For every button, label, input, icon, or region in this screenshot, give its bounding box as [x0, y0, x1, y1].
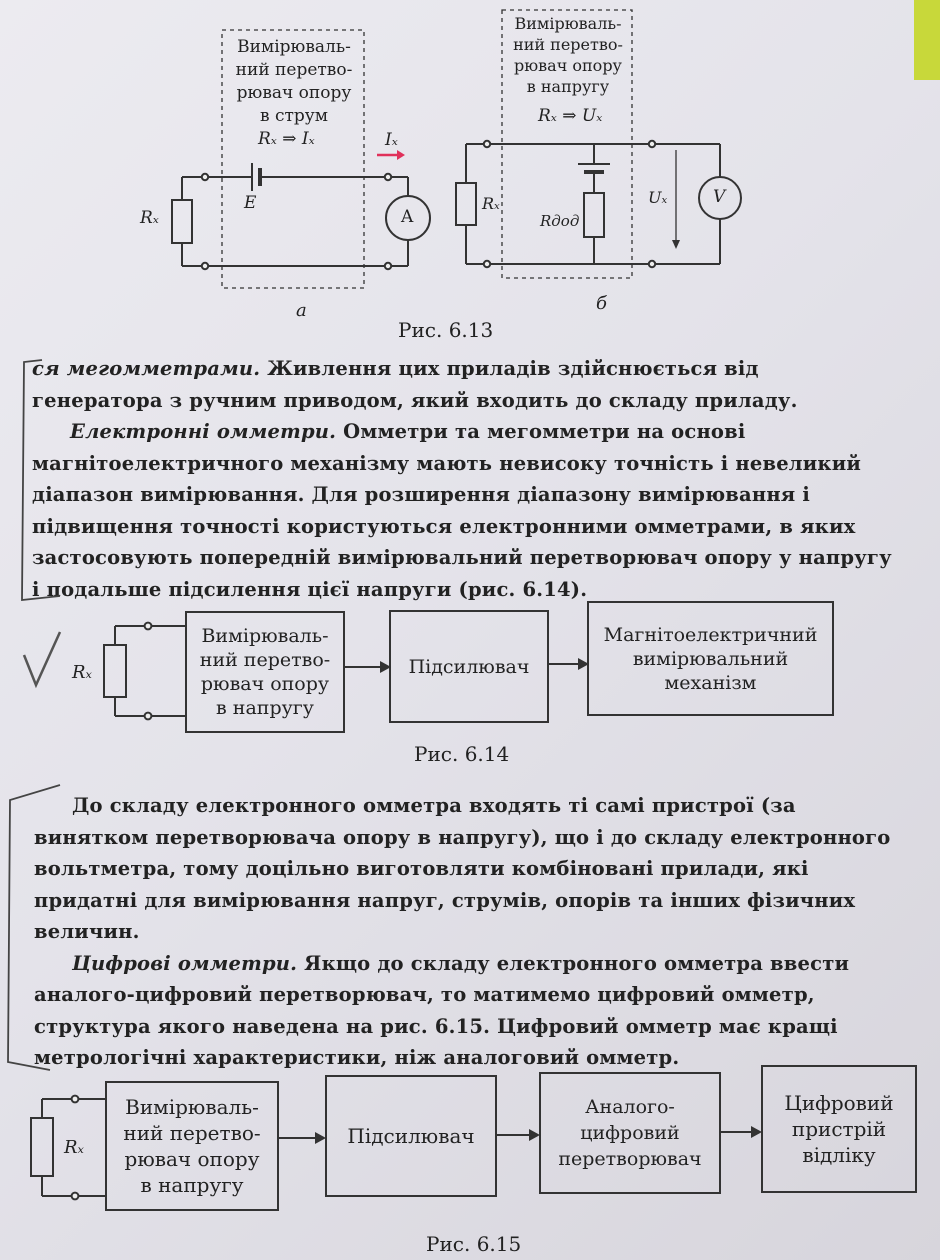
- fig613-caption: Рис. 6.13: [398, 318, 494, 342]
- fig613b-r-dod: [584, 193, 604, 237]
- fig614-block3-label: Магнітоелектричний вимірювальний механізм: [603, 623, 818, 694]
- fig615-block2-label: Підсилювач: [347, 1124, 475, 1148]
- fig615-resistor-label: Rₓ: [64, 1137, 84, 1158]
- term-megommetry: ся мегомметрами.: [32, 357, 261, 380]
- fig614-caption: Рис. 6.14: [414, 742, 510, 766]
- paragraph-4-text: Якщо до складу електронного омметра ввести аналого-цифровий перетворювач, то матимемо цифровий омметр, структура якого наведена на рис. 6.15. Цифровий омметр має кращі метрологічні характеристики, ніж аналоговий омметр.: [34, 951, 850, 1069]
- paragraph-4: [34, 948, 894, 1074]
- fig613b-meter-label: V: [713, 187, 726, 207]
- fig613a-meter-label: A: [401, 207, 414, 227]
- checkmark-icon: [24, 632, 60, 685]
- fig613b-box-title: Вимірюваль- ний перетво- рювач опору в напругу: [513, 14, 623, 96]
- paragraph-2-text: Омметри та мегомметри на основі магнітоелектричного механізму мають невисоку точність і невеликий діапазон вимірювання. Для розширення діапазону вимірювання і підвищення точності користуються електронними омметрами, в яких застосовують попередній вимірювальний перетворювач опору у напругу і подальше підсилення цієї напруги (рис. 6.14).: [32, 420, 892, 601]
- fig613b-voltage-label: Uₓ: [648, 188, 668, 207]
- fig615-block4-label: Цифровий пристрій відліку: [784, 1091, 894, 1167]
- paragraph-1-text: Живлення цих приладів здійснюється від генератора з ручним приводом, який входить до складу приладу.: [32, 357, 798, 412]
- fig614-block2-label: Підсилювач: [408, 655, 530, 678]
- paragraph-2: [32, 416, 892, 605]
- term-electronic-ohmmeters: Електронні омметри.: [70, 420, 337, 443]
- fig615-block3-label: Аналого- цифровий перетворювач: [558, 1096, 702, 1170]
- page-edge: [914, 0, 940, 80]
- text-block-1: [32, 353, 892, 605]
- fig613b-resistor-label: Rₓ: [482, 194, 500, 213]
- text-block-2: [34, 790, 894, 1074]
- fig613a-current-label: Iₓ: [385, 130, 398, 150]
- fig614-resistor-label: Rₓ: [72, 662, 92, 683]
- fig613a-sub-label: а: [296, 300, 307, 321]
- fig613b-rdod-label: Rдод: [540, 212, 580, 230]
- fig613a-battery-label: E: [244, 193, 257, 213]
- fig613a-relation: Rₓ ⇒ Iₓ: [258, 129, 315, 149]
- paragraph-1: [32, 353, 892, 416]
- fig613b-sub-label: б: [596, 293, 607, 314]
- fig615-caption: Рис. 6.15: [426, 1232, 522, 1256]
- fig613a-box-title: Вимірюваль- ний перетво- рювач опору в струм: [235, 37, 353, 126]
- term-digital-ohmmeters: Цифрові омметри.: [72, 951, 298, 975]
- fig613a-resistor-label: Rₓ: [140, 208, 159, 228]
- fig614-block1-label: Вимірюваль- ний перетво- рювач опору в напругу: [199, 625, 331, 719]
- fig615-block1-label: Вимірюваль- ний перетво- рювач опору в напругу: [123, 1095, 261, 1197]
- fig615-resistor: [31, 1118, 53, 1176]
- paragraph-3: До складу електронного омметра входять ті самі пристрої (за винятком перетворювача опору в напругу), що і до складу електронного вольтметра, тому доцільно виготовляти комбіновані прилади, які придатні для вимірювання напруг, струмів, опорів та інших фізичних величин.: [34, 794, 891, 943]
- fig613b-relation: Rₓ ⇒ Uₓ: [538, 106, 603, 126]
- fig614-resistor: [104, 645, 126, 697]
- fig613b-resistor: [456, 183, 476, 225]
- fig613a-resistor: [172, 200, 192, 243]
